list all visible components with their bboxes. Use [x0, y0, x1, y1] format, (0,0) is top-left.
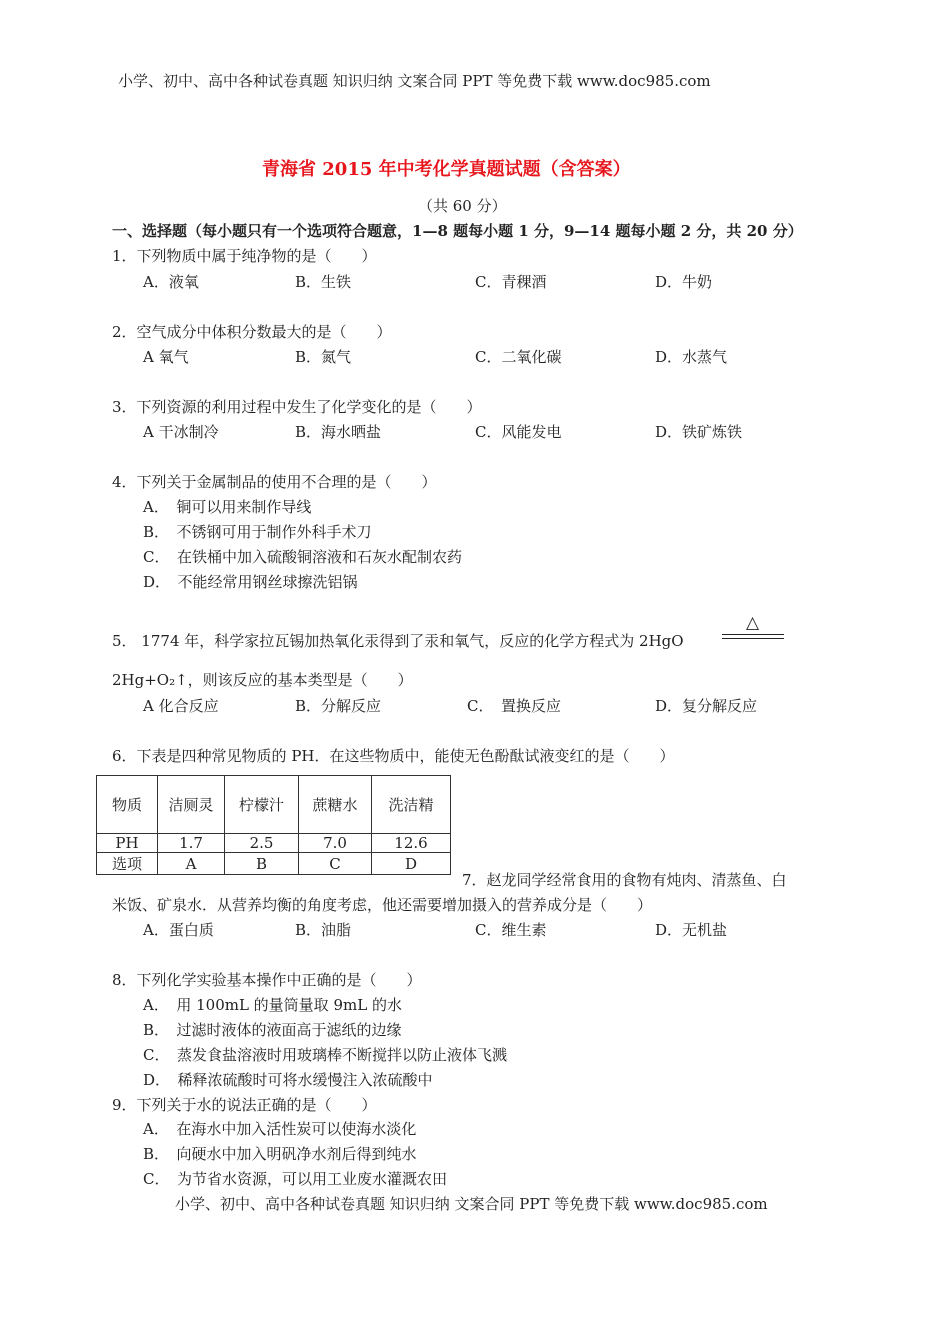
ph-table: [96, 775, 451, 875]
q2-option-d: D．水蒸气: [655, 348, 728, 366]
q4-option-b: B． 不锈钢可用于制作外科手术刀: [143, 523, 372, 541]
table-cell: 洗洁精: [372, 776, 451, 834]
q9-option-a: A． 在海水中加入活性炭可以使海水淡化: [143, 1120, 417, 1138]
page-footer: 小学、初中、高中各种试卷真题 知识归纳 文案合同 PPT 等免费下载 www.doc985.com: [175, 1195, 768, 1213]
q8-option-a: A． 用 100mL 的量筒量取 9mL 的水: [143, 996, 402, 1014]
page-title: 青海省 2015 年中考化学真题试题（含答案）: [262, 159, 631, 180]
q3-option-d: D．铁矿炼铁: [655, 423, 743, 441]
heat-symbol: △: [746, 613, 760, 633]
q4-option-a: A． 铜可以用来制作导线: [143, 498, 312, 516]
question-5-stem-2: 2Hg+O₂↑，则该反应的基本类型是（ ）: [112, 671, 413, 689]
page-subtitle: （共 60 分）: [418, 197, 507, 215]
question-6-stem: 6．下表是四种常见物质的 PH．在这些物质中，能使无色酚酞试液变红的是（ ）: [112, 747, 675, 765]
q4-option-c: C． 在铁桶中加入硫酸铜溶液和石灰水配制农药: [143, 548, 462, 566]
q5-option-c: C． 置换反应: [467, 697, 561, 715]
q1-option-d: D．牛奶: [655, 273, 713, 291]
q1-option-c: C．青稞酒: [475, 273, 547, 291]
q7-option-b: B．油脂: [295, 921, 352, 939]
q7-option-c: C．维生素: [475, 921, 547, 939]
q1-option-a: A．液氧: [143, 273, 199, 291]
table-cell: 2.5: [225, 834, 299, 853]
question-9-stem: 9．下列关于水的说法正确的是（ ）: [112, 1096, 377, 1114]
table-cell: B: [225, 853, 299, 875]
q5-option-a: A 化合反应: [143, 697, 219, 715]
q3-option-c: C．风能发电: [475, 423, 562, 441]
q8-option-b: B． 过滤时液体的液面高于滤纸的边缘: [143, 1021, 402, 1039]
table-cell: 1.7: [158, 834, 225, 853]
q5-option-b: B．分解反应: [295, 697, 382, 715]
table-cell: 蔗糖水: [299, 776, 372, 834]
table-row: [97, 834, 451, 853]
table-cell: D: [372, 853, 451, 875]
table-cell: 7.0: [299, 834, 372, 853]
table-cell: 洁厕灵: [158, 776, 225, 834]
table-cell: C: [299, 853, 372, 875]
q9-option-c: C． 为节省水资源，可以用工业废水灌溉农田: [143, 1170, 447, 1188]
question-3-stem: 3．下列资源的利用过程中发生了化学变化的是（ ）: [112, 398, 482, 416]
question-7-stem-2: 米饭、矿泉水．从营养均衡的角度考虑，他还需要增加摄入的营养成分是（ ）: [112, 896, 653, 914]
q7-option-d: D．无机盐: [655, 921, 728, 939]
question-5-stem: 5． 1774 年，科学家拉瓦锡加热氧化汞得到了汞和氧气，反应的化学方程式为 2HgO: [112, 632, 684, 650]
q3-option-a: A 干冰制冷: [143, 423, 219, 441]
q2-option-c: C．二氧化碳: [475, 348, 562, 366]
table-cell: A: [158, 853, 225, 875]
reaction-condition-arrow: [722, 613, 784, 641]
q8-option-c: C． 蒸发食盐溶液时用玻璃棒不断搅拌以防止液体飞溅: [143, 1046, 507, 1064]
table-cell: 选项: [97, 853, 158, 875]
table-row: [97, 853, 451, 875]
q2-option-a: A 氧气: [143, 348, 189, 366]
question-4-stem: 4．下列关于金属制品的使用不合理的是（ ）: [112, 473, 437, 491]
q4-option-d: D． 不能经常用钢丝球擦洗铝锅: [143, 573, 358, 591]
q8-option-d: D． 稀释浓硫酸时可将水缓慢注入浓硫酸中: [143, 1071, 433, 1089]
page-header: 小学、初中、高中各种试卷真题 知识归纳 文案合同 PPT 等免费下载 www.doc985.com: [118, 72, 711, 90]
question-8-stem: 8．下列化学实验基本操作中正确的是（ ）: [112, 971, 422, 989]
question-1-stem: 1．下列物质中属于纯净物的是（ ）: [112, 247, 377, 265]
section-heading: 一、选择题（每小题只有一个选项符合题意，1—8 题每小题 1 分，9—14 题每小题 2 分，共 20 分）: [112, 222, 803, 240]
q1-option-b: B．生铁: [295, 273, 352, 291]
q2-option-b: B．氮气: [295, 348, 352, 366]
question-2-stem: 2．空气成分中体积分数最大的是（ ）: [112, 323, 392, 341]
table-header-row: [97, 776, 451, 834]
table-cell: 12.6: [372, 834, 451, 853]
q7-option-a: A．蛋白质: [143, 921, 214, 939]
table-cell: PH: [97, 834, 158, 853]
table-cell: 物质: [97, 776, 158, 834]
table-cell: 柠檬汁: [225, 776, 299, 834]
question-7-stem: 7．赵龙同学经常食用的食物有炖肉、清蒸鱼、白: [462, 871, 787, 889]
q3-option-b: B．海水晒盐: [295, 423, 382, 441]
q5-option-d: D．复分解反应: [655, 697, 758, 715]
q9-option-b: B． 向硬水中加入明矾净水剂后得到纯水: [143, 1145, 417, 1163]
